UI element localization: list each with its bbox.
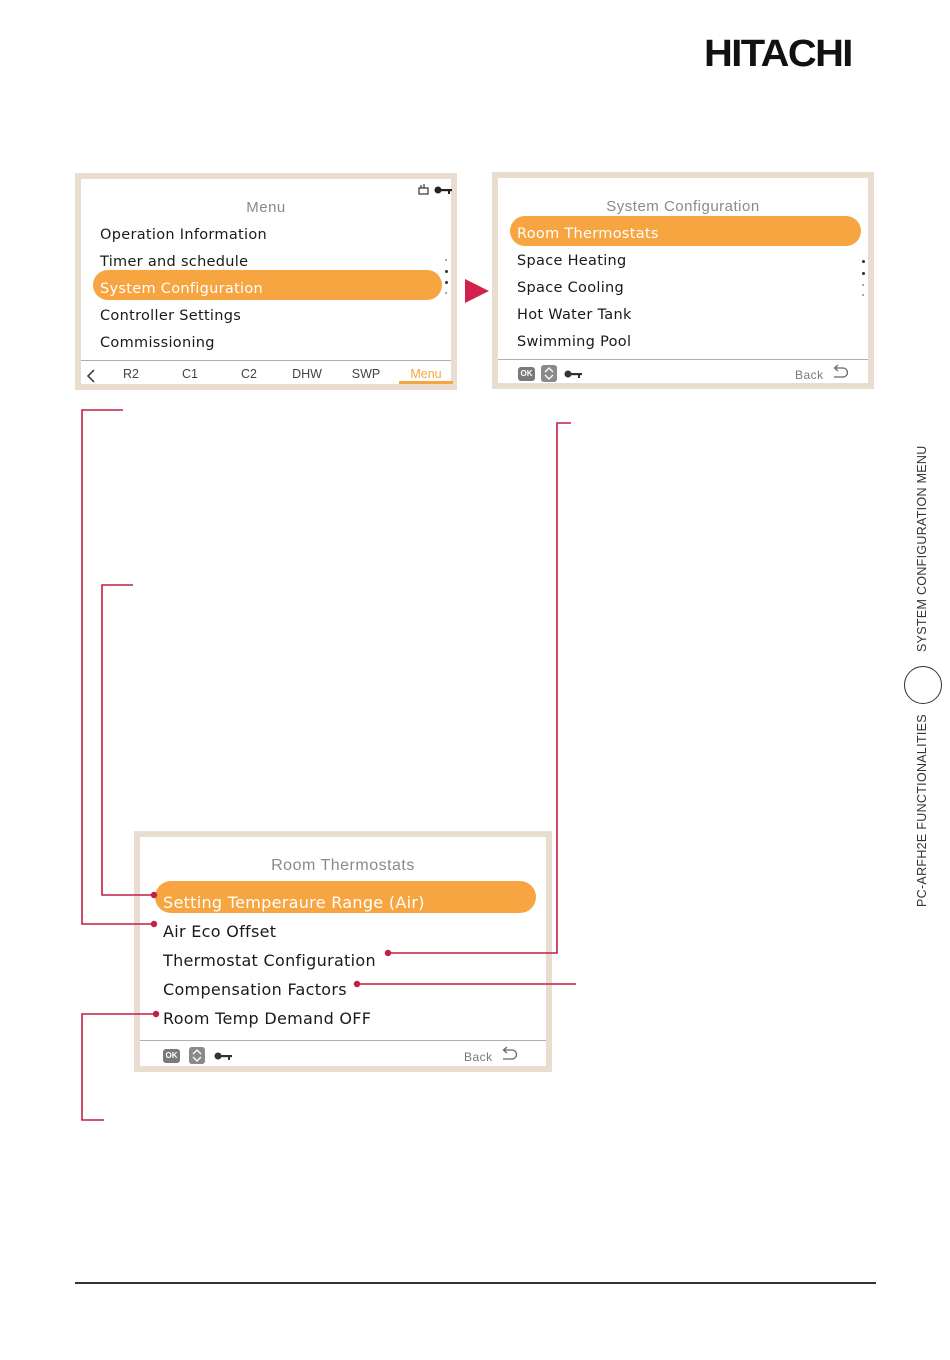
ok-icon[interactable]: OK: [518, 367, 535, 381]
tab-swp[interactable]: SWP: [351, 367, 381, 381]
tab-r2[interactable]: R2: [123, 367, 139, 381]
side-label-product: PC-ARFH2E FUNCTIONALITIES: [915, 714, 929, 907]
back-label[interactable]: Back: [464, 1050, 493, 1064]
side-label-section: SYSTEM CONFIGURATION MENU: [915, 445, 929, 652]
connector-setting-temperature-range: [102, 585, 153, 895]
menu-item-hot-water-tank[interactable]: Hot Water Tank: [517, 307, 632, 323]
menu-item-room-temp-demand-off[interactable]: Room Temp Demand OFF: [163, 1009, 372, 1028]
menu-item-operation-information[interactable]: Operation Information: [100, 227, 268, 243]
tab-c1[interactable]: C1: [182, 367, 198, 381]
menu-screen-title: Menu: [246, 199, 286, 216]
connector-air-eco-offset: [82, 410, 153, 924]
menu-item-commissioning[interactable]: Commissioning: [100, 335, 215, 351]
connector-thermostat-configuration: [389, 423, 571, 953]
menu-item-space-heating[interactable]: Space Heating: [517, 253, 627, 269]
room-thermostats-title: Room Thermostats: [271, 857, 415, 874]
tab-menu[interactable]: Menu: [410, 367, 442, 381]
menu-item-air-eco-offset[interactable]: Air Eco Offset: [163, 922, 277, 941]
menu-item-space-cooling[interactable]: Space Cooling: [517, 280, 625, 296]
menu-item-controller-settings[interactable]: Controller Settings: [100, 308, 242, 324]
menu-item-setting-temperature-range-air[interactable]: Setting Temperaure Range (Air): [163, 893, 425, 912]
tab-dhw[interactable]: DHW: [292, 367, 322, 381]
menu-item-swimming-pool[interactable]: Swimming Pool: [517, 334, 632, 350]
bottom-divider: [75, 1282, 876, 1284]
menu-item-timer-and-schedule[interactable]: Timer and schedule: [100, 254, 249, 270]
tab-c2[interactable]: C2: [241, 367, 257, 381]
connector-room-temp-demand-off: [82, 1014, 155, 1120]
menu-item-system-configuration[interactable]: System Configuration: [100, 281, 264, 297]
hitachi-logo: HITACHI: [704, 33, 852, 75]
menu-item-room-thermostats[interactable]: Room Thermostats: [517, 226, 659, 242]
back-label[interactable]: Back: [795, 368, 824, 382]
ok-icon[interactable]: OK: [163, 1049, 180, 1063]
menu-item-thermostat-configuration[interactable]: Thermostat Configuration: [163, 951, 376, 970]
menu-item-compensation-factors[interactable]: Compensation Factors: [163, 980, 347, 999]
page-number-circle: [904, 666, 942, 704]
system-configuration-title: System Configuration: [606, 198, 760, 215]
